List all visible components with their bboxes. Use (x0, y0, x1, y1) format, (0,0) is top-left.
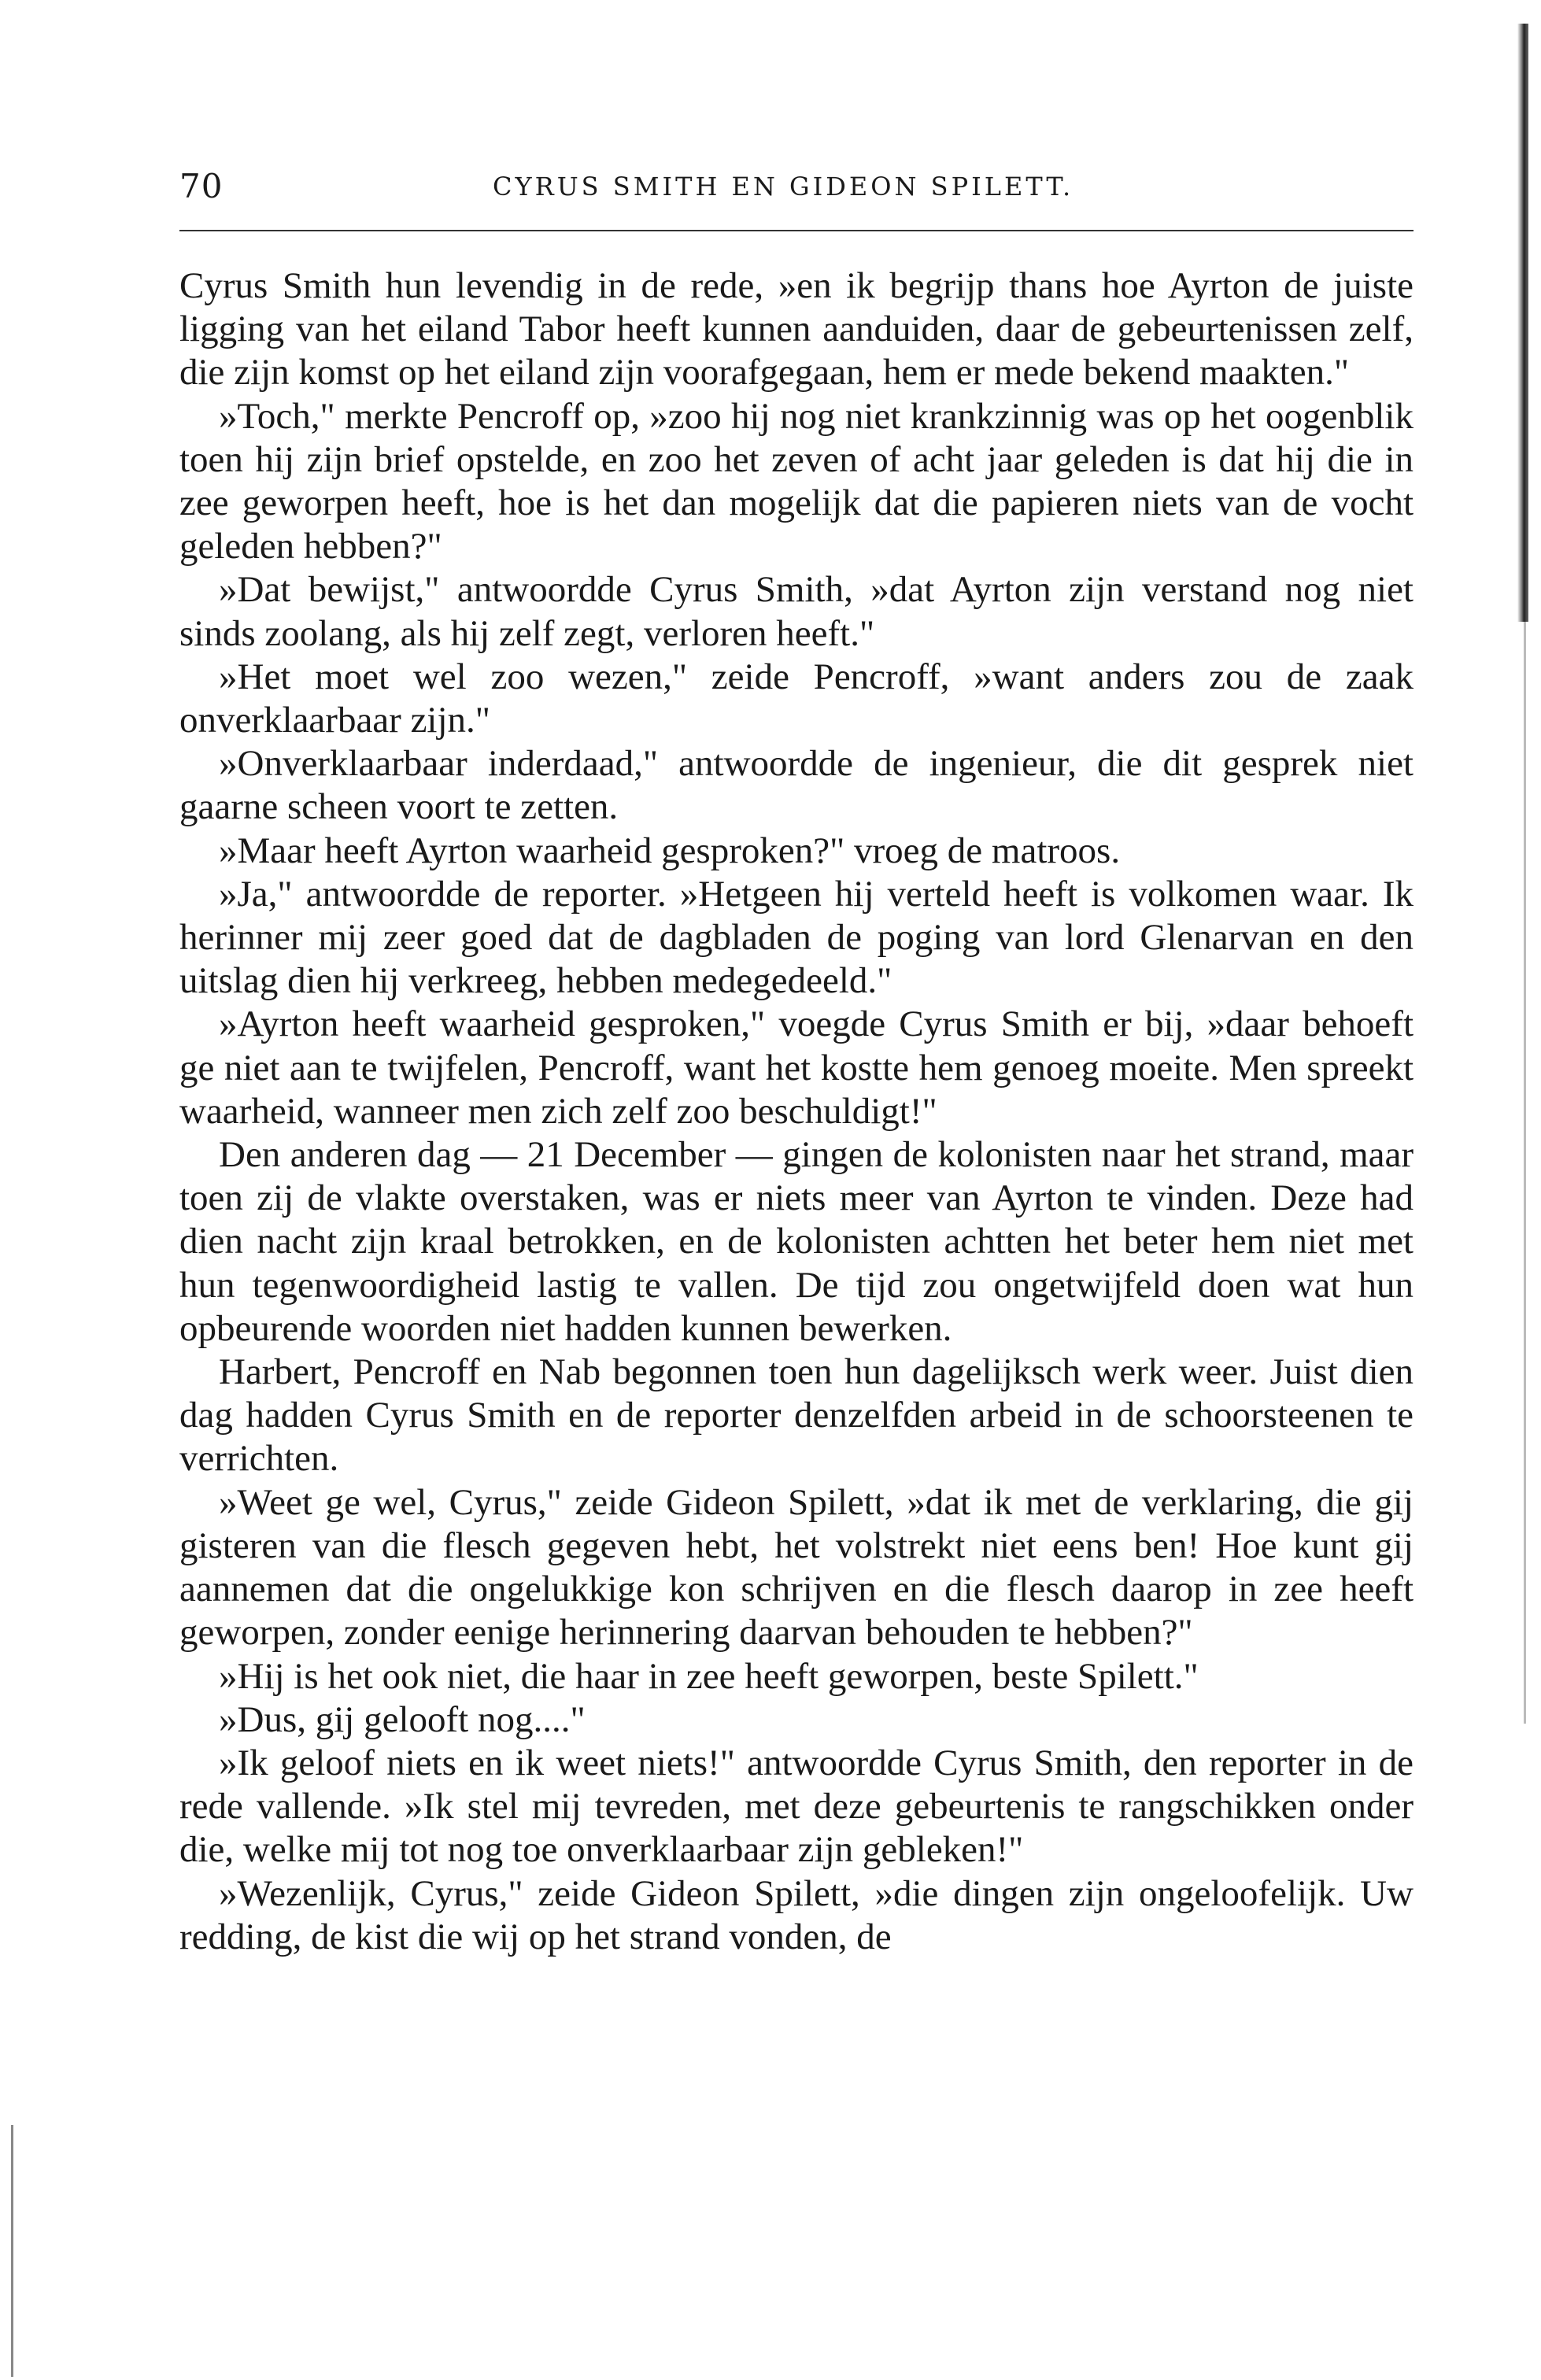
paragraph: »Toch," merkte Pencroff op, »zoo hij nog niet krankzinnig was op het oogenblik toen hij zijn brief opstelde, en zoo het zeven of acht jaar geleden is dat hij die in zee geworpen heeft, hoe is het dan mogelijk dat die papieren niets van de vocht geleden hebben?" (179, 395, 1414, 567)
paragraph: »Dus, gij gelooft nog...." (219, 1698, 586, 1740)
running-head: CYRUS SMITH EN GIDEON SPILETT. (493, 172, 1074, 201)
paragraph: »Ja," antwoordde de reporter. »Hetgeen hij verteld heeft is volkomen waar. Ik herinner mij zeer goed dat de dagbladen de poging van lord Glenarvan en den uitslag dien hij verkreeg, hebben medegedeeld." (179, 873, 1414, 1002)
paragraph: »Onverklaarbaar inderdaad," antwoordde de ingenieur, die dit gesprek niet gaarne scheen voort te zetten. (179, 743, 1414, 828)
paragraph: »Het moet wel zoo wezen," zeide Pencroff, »want anders zou de zaak onverklaarbaar zijn." (179, 656, 1414, 741)
paragraph: Cyrus Smith hun levendig in de rede, »en ik begrijp thans hoe Ayrton de juiste ligging van het eiland Tabor heeft kunnen aanduiden, daar de gebeurtenissen zelf, die zijn komst op het eiland zijn voorafgegaan, hem er mede bekend maakten." (179, 265, 1414, 394)
paragraph: Den anderen dag — 21 December — gingen de kolonisten naar het strand, maar toen zij de vlakte overstaken, was er niets meer van Ayrton te vinden. Deze had dien nacht zijn kraal betrokken, en de kolonisten achtten het beter hem niet met hun tegenwoordigheid lastig te vallen. De tijd zou ongetwijfeld doen wat hun opbeurende woorden niet hadden kunnen bewerken. (179, 1134, 1414, 1349)
scan-edge-line (1524, 622, 1526, 1724)
page-header (179, 167, 1415, 214)
paragraph: Harbert, Pencroff en Nab begonnen toen hun dagelijksch werk weer. Juist dien dag hadden Cyrus Smith en de reporter denzelfden arbeid in de schoorsteenen te verrichten. (179, 1351, 1414, 1480)
scan-edge-shadow (1517, 24, 1528, 622)
page-number: 70 (179, 167, 224, 205)
paragraph: »Hij is het ook niet, die haar in zee heeft geworpen, beste Spilett." (219, 1655, 1199, 1697)
paragraph: »Ayrton heeft waarheid gesproken," voegde Cyrus Smith er bij, »daar behoeft ge niet aan te twijfelen, Pencroff, want het kostte hem genoeg moeite. Men spreekt waarheid, wanneer men zich zelf zoo beschuldigt!" (179, 1003, 1414, 1132)
scan-edge-line-left (11, 2125, 13, 2377)
body-text (179, 264, 1414, 1959)
paragraph: »Maar heeft Ayrton waarheid gesproken?" vroeg de matroos. (219, 830, 1121, 871)
paragraph: »Wezenlijk, Cyrus," zeide Gideon Spilett, »die dingen zijn ongeloofelijk. Uw redding, de kist die wij op het strand vonden, de (179, 1872, 1414, 1957)
paragraph: »Dat bewijst," antwoordde Cyrus Smith, »dat Ayrton zijn verstand nog niet sinds zoolang, als hij zelf zegt, verloren heeft." (179, 569, 1414, 654)
paragraph: »Ik geloof niets en ik weet niets!" antwoordde Cyrus Smith, den reporter in de rede vallende. »Ik stel mij tevreden, met deze gebeurtenis te rangschikken onder die, welke mij tot nog toe onverklaarbaar zijn gebleken!" (179, 1742, 1414, 1871)
header-rule (179, 230, 1414, 231)
paragraph: »Weet ge wel, Cyrus," zeide Gideon Spilett, »dat ik met de verklaring, die gij gisteren van die flesch gegeven hebt, het volstrekt niet eens ben! Hoe kunt gij aannemen dat die ongelukkige kon schrijven en die flesch daarop in zee heeft geworpen, zonder eenige herinnering daarvan behouden te hebben?" (179, 1481, 1414, 1654)
